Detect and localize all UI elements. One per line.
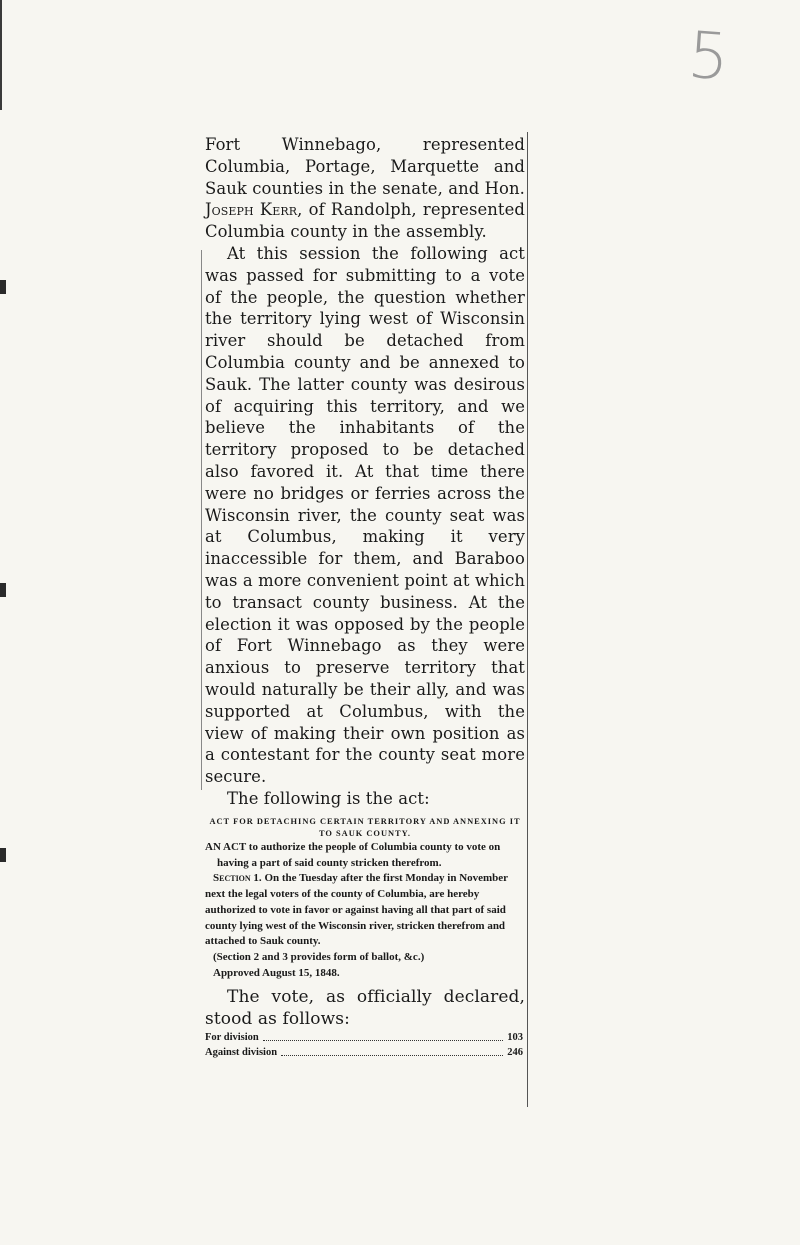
vote-count: 103 (507, 1031, 523, 1043)
vote-intro: The vote, as officially declared, stood as follows: (205, 986, 525, 1029)
left-edge-line (0, 0, 2, 110)
person-name: Joseph Kerr (205, 200, 298, 220)
paragraph: At this session the following act was passed for submitting to a vote of the people, the question whether the territory lying west of Wisconsin river should be detached from Columbia county and be annexed to Sauk. The latter county was desirous of acquiring this territory, and we believe the inhabitants of the territory proposed to be detached also favored it. At that time there were no bridges or ferries across the Wisconsin river, the county seat was at Columbus, making it very inaccessible for them, and Baraboo was a more convenient point at which to transact county business. At the election it was opposed by the people of Fort Winnebago as they were anxious to preserve territory that would naturally be their ally, and was supported at Columbus, with the view of making their own position as a contestant for the county seat more secure. (205, 243, 525, 787)
section-text: On the Tuesday after the first Monday in November next the legal voters of the county of Columbia, are hereby authorized to vote in favor or against having all that part of said county lying west of the Wisconsin river, stricken therefrom and attached to Sauk county. (205, 872, 508, 948)
paragraph (205, 134, 525, 243)
section-label: Section 1. (213, 872, 262, 885)
paragraph-text: Fort Winnebago, represented Columbia, Portage, Marquette and Sauk counties in the senate, and Hon. (205, 135, 525, 198)
vote-label: Against division (205, 1046, 278, 1058)
clipping-border (201, 250, 202, 790)
newspaper-clipping (205, 134, 525, 1060)
clipping-border (527, 132, 528, 1107)
leader-dots (281, 1045, 503, 1056)
left-edge-mark (0, 280, 6, 294)
page-number: 5 (685, 18, 732, 96)
vote-row (205, 1030, 523, 1045)
act-section (205, 871, 525, 950)
act-title: AN ACT to authorize the people of Columbia county to vote on having a part of said county stricken therefrom. (205, 840, 501, 869)
act-section: (Section 2 and 3 provides form of ballot, &c.) (213, 951, 425, 964)
left-edge-mark (0, 848, 6, 862)
leader-dots (263, 1030, 503, 1041)
vote-label: For division (205, 1031, 259, 1043)
vote-count: 246 (507, 1046, 523, 1058)
act-heading: ACT FOR DETACHING CERTAIN TERRITORY AND ANNEXING IT TO SAUK COUNTY. (209, 816, 521, 838)
act-approved: Approved August 15, 1848. (213, 967, 340, 980)
paragraph-text: , of Randolph, represented Columbia county in the assembly. (205, 200, 525, 242)
vote-row (205, 1045, 523, 1060)
left-edge-mark (0, 583, 6, 597)
paragraph: The following is the act: (227, 788, 430, 808)
